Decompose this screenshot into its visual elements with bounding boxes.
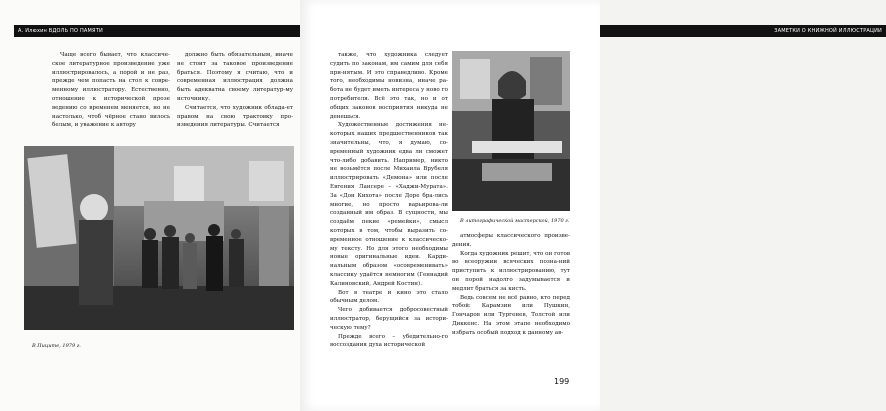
paragraph: Чего добивается добросовестный иллюстратор, берущийся за истори-ческую тему?: [330, 307, 448, 331]
exhibition-photo: [24, 146, 294, 330]
running-header-left: А. Илюхин ВДОЛЬ ПО ПАМЯТИ: [14, 25, 300, 37]
right-page-column-1: [330, 51, 448, 350]
running-header-right: ЗАМЕТКИ О КНИЖНОЙ ИЛЛЮСТРАЦИИ: [600, 25, 886, 37]
paragraph: Когда художник решит, что он готов во всеоружии всяческих позна-ний приступить к иллюстрированию, тут он порой надолго задумывается и медлит браться за кисть.: [452, 250, 570, 292]
paragraph: Считается, что художник облада-ет правом на свою трактовку про-изведения литературы. Считается: [177, 104, 293, 129]
paragraph: также, что художника следует судить по законам, им самим для себя при-нятым. И это справедливо. Кроме того, необходимы новизна, иначе ра-бота не будет иметь интереса у ново го потребителя. Всё это так, но и от общих законов восприятия никуда не денешься.: [330, 52, 448, 120]
paragraph: Чаще всего бывает, что классиче-ское литературное произведение уже иллюстрировалось, а порой и не раз, прежде чем попасть на стол к совре-менному иллюстратору. Естественно, отношение к исторической прозе ведению со временем меняется, но не настолько, чтоб чёрное стано вилось белым, и уважение к автору: [52, 52, 170, 129]
paragraph: Прежде всего – убедительно-го воссоздания духа исторической: [330, 333, 448, 349]
left-page: [0, 0, 300, 411]
left-page-column-1: [52, 51, 170, 130]
paragraph: Вот в театре и кино это стало обычным делом.: [330, 289, 448, 305]
paragraph: атмосферы классического произве-дения.: [452, 233, 570, 248]
paragraph: Ведь совсем не всё равно, кто перед тобой: Карамзин или Пушкин, Гончаров или Тургенев, Толстой или Диккенс. На этом этапе необходимо избрать особый подход к данному ав-: [452, 294, 570, 336]
photo-caption-right: В литографической мастерской, 1970 г.: [460, 218, 570, 224]
workshop-photo: [452, 51, 570, 211]
right-page-column-2: [452, 232, 570, 338]
paragraph: Художественные достижения не-которых наших предшественников так значительны, что, я думаю, со-временный художник едва ли сможет что-либо добавить. Например, никто не возьмётся после Михаила Врубеля иллюстрировать «Демона» или после Евгения Лансере – «Хаджи-Мурата». За «Дон Кихота» после Доре бра-лись многие, но просто варьирова-ли созданный им образ. В сущности, мы создаём пекие «ремейки», смысл которых в том, чтобы выразить со-временное отношение к классическо-му тексту. Но для этого необходимы новые оригинальные идеи. Карди-нальным образом «осовременивать» классику удаётся немногим (Геннадий Калиновский, Андрей Костин).: [330, 122, 448, 287]
page-number: 199: [554, 377, 570, 386]
right-page: [300, 0, 882, 411]
paragraph: должно быть обязательным, иначе не стоит за таковое произведение браться. Поэтому я считаю, что и современная иллюстрация должна быть адекватна своему литератур-му источнику.: [177, 52, 293, 102]
photo-caption-left: В Пиците, 1979 г.: [32, 343, 81, 349]
left-page-column-2: [177, 51, 293, 130]
